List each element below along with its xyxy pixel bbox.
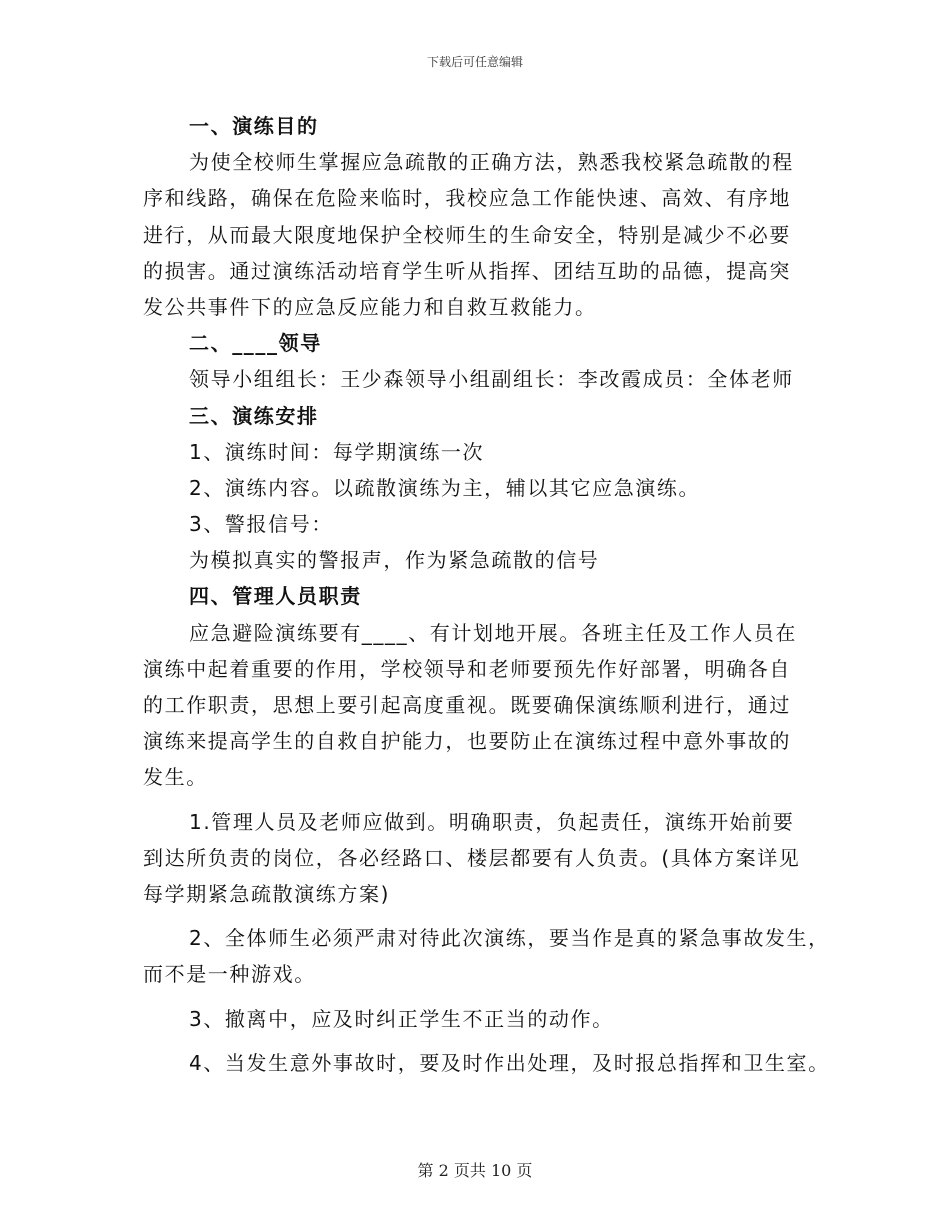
- page-footer: 第 2 页共 10 页: [417, 1161, 533, 1180]
- paragraph-line: 的损害。通过演练活动培育学生听从指挥、团结互助的品德，提高突: [143, 258, 791, 283]
- paragraph-line: 发生。: [143, 765, 208, 790]
- paragraph-line: 演练中起着重要的作用，学校领导和老师要预先作好部署，明确各自: [143, 656, 791, 681]
- list-item: 4、当发生意外事故时，要及时作出处理，及时报总指挥和卫生室。: [189, 1050, 830, 1075]
- paragraph-line: 的工作职责，思想上要引起高度重视。既要确保演练顺利进行，通过: [143, 693, 791, 717]
- list-item: 1.管理人员及老师应做到。明确职责，负起责任，演练开始前要: [189, 809, 795, 834]
- list-item: 3、警报信号：: [189, 512, 333, 537]
- document-body: [143, 108, 830, 1081]
- section-heading-arrangement: 三、演练安排: [189, 403, 319, 428]
- paragraph-line: 发公共事件下的应急反应能力和自救互救能力。: [143, 294, 597, 319]
- list-item: 2、全体师生必须严肃对待此次演练，要当作是真的紧急事故发生，: [189, 926, 830, 951]
- paragraph-line: 每学期紧急疏散演练方案): [143, 881, 391, 906]
- paragraph-line: 为使全校师生掌握应急疏散的正确方法，熟悉我校紧急疏散的程: [189, 150, 794, 175]
- page-header: 下载后可任意编辑: [426, 55, 523, 69]
- paragraph-line: 为模拟真实的警报声，作为紧急疏散的信号: [189, 548, 600, 573]
- list-item: 2、演练内容。以疏散演练为主，辅以其它应急演练。: [189, 475, 701, 500]
- list-item: 3、撤离中，应及时纠正学生不正当的动作。: [189, 1006, 614, 1031]
- section-heading-leadership: 二、____领导: [189, 331, 322, 356]
- paragraph-line: 序和线路，确保在危险来临时，我校应急工作能快速、高效、有序地: [143, 186, 791, 211]
- paragraph-line: 应急避险演练要有____、有计划地开展。各班主任及工作人员在: [189, 620, 797, 645]
- paragraph-line: 演练来提高学生的自救自护能力，也要防止在演练过程中意外事故的: [143, 729, 791, 754]
- paragraph-line: 到达所负责的岗位，各必经路口、楼层都要有人负责。(具体方案详见: [143, 845, 801, 870]
- paragraph-line: 进行，从而最大限度地保护全校师生的生命安全，特别是减少不必要: [143, 222, 791, 247]
- list-item: 1、演练时间：每学期演练一次: [189, 439, 485, 464]
- paragraph-line: 而不是一种游戏。: [143, 962, 316, 987]
- section-heading-purpose: 一、演练目的: [189, 114, 319, 138]
- paragraph-line: 领导小组组长：王少森领导小组副组长：李改霞成员：全体老师: [189, 367, 794, 392]
- section-heading-duties: 四、管理人员职责: [189, 584, 362, 609]
